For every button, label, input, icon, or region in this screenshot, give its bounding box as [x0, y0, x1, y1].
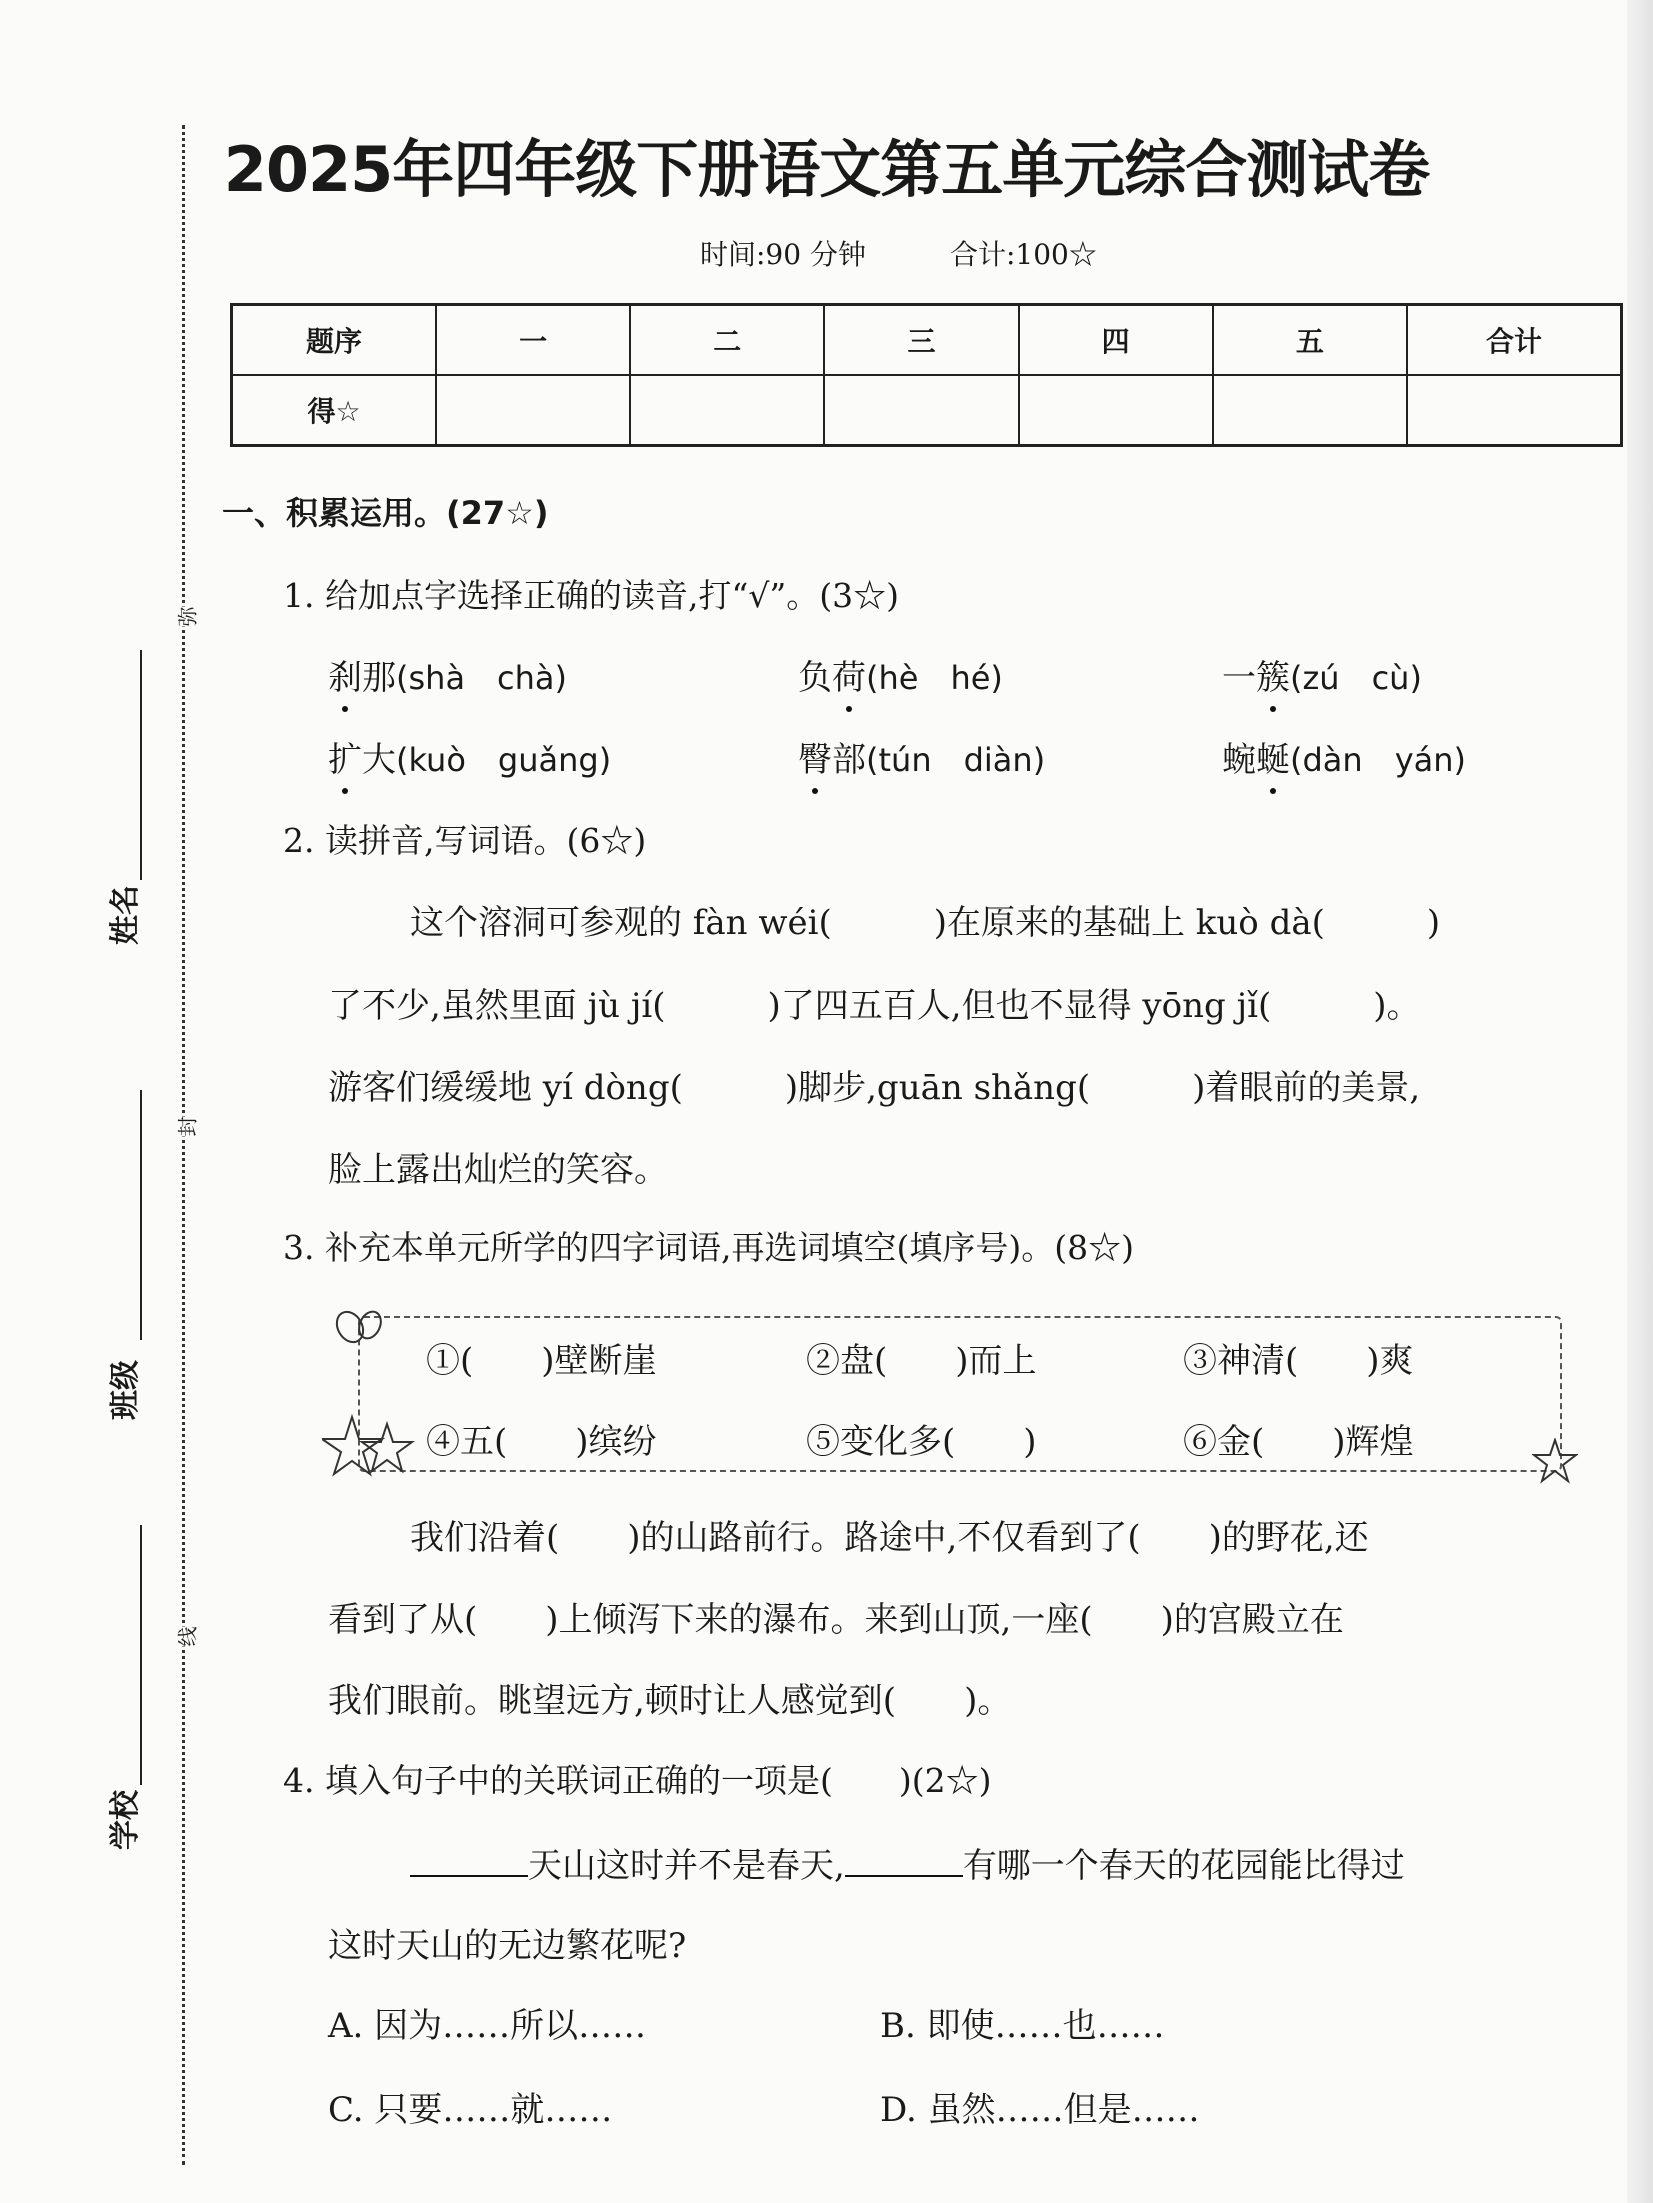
word-option[interactable]: ⑥金( )辉煌: [1183, 1422, 1414, 1462]
score-header-cell: 三: [824, 305, 1018, 376]
q3-paragraph-line[interactable]: 看到了从( )上倾泻下来的瀑布。来到山顶,一座( )的宫殿立在: [328, 1600, 1344, 1640]
score-header-cell: 五: [1213, 305, 1407, 376]
page-edge-shadow: [1627, 0, 1653, 2203]
cut-line: [182, 125, 185, 2165]
score-cell[interactable]: [1019, 375, 1213, 446]
choice-b[interactable]: B. 即使……也……: [880, 2006, 1165, 2046]
page-title: 2025年四年级下册语文第五单元综合测试卷: [223, 133, 1430, 206]
q4-sentence-line: 这时天山的无边繁花呢?: [328, 1926, 687, 1966]
question-3-title: 3. 补充本单元所学的四字词语,再选词填空(填序号)。(8☆): [283, 1228, 1134, 1267]
q1-item[interactable]: 刹那(shà chà): [328, 658, 568, 698]
score-value-row: [232, 375, 1622, 446]
exam-meta: [700, 233, 1097, 273]
score-header-cell: 四: [1019, 305, 1213, 376]
flower-decoration-icon: [1532, 1438, 1578, 1484]
score-cell[interactable]: [824, 375, 1018, 446]
score-header-cell: 二: [630, 305, 824, 376]
score-cell[interactable]: [436, 375, 630, 446]
score-cell[interactable]: [1407, 375, 1622, 446]
question-2-title: 2. 读拼音,写词语。(6☆): [283, 821, 647, 860]
total-label: 合计:100☆: [949, 238, 1097, 271]
q1-item[interactable]: 一簇(zú cù): [1222, 658, 1422, 698]
word-option[interactable]: ③神清( )爽: [1183, 1341, 1414, 1381]
word-option[interactable]: ④五( )缤纷: [426, 1422, 657, 1462]
score-cell[interactable]: [1213, 375, 1407, 446]
word-option[interactable]: ⑤变化多( ): [806, 1422, 1037, 1462]
star-decoration-icon: [322, 1412, 422, 1484]
q2-paragraph-line[interactable]: 游客们缓缓地 yí dòng( )脚步,guān shǎng( )着眼前的美景,: [328, 1068, 1421, 1108]
question-1-title: 1. 给加点字选择正确的读音,打“√”。(3☆): [283, 576, 899, 615]
seal-mark-1: 弥: [170, 607, 203, 627]
word-option[interactable]: ①( )壁断崖: [426, 1341, 657, 1381]
choice-d[interactable]: D. 虽然……但是……: [880, 2090, 1200, 2130]
class-line[interactable]: [140, 1090, 142, 1340]
score-row-label: 得☆: [232, 375, 437, 446]
school-line[interactable]: [140, 1525, 142, 1785]
class-label: 班级: [108, 1360, 143, 1420]
q3-paragraph-line[interactable]: 我们眼前。眺望远方,顿时让人感觉到( )。: [328, 1681, 1012, 1721]
q1-item[interactable]: 蜿蜒(dàn yán): [1222, 740, 1467, 780]
score-header-cell: 合计: [1407, 305, 1622, 376]
q1-item[interactable]: 扩大(kuò guǎng): [328, 740, 612, 780]
blank-line[interactable]: [845, 1845, 963, 1877]
q3-paragraph-line[interactable]: 我们沿着( )的山路前行。路途中,不仅看到了( )的野花,还: [410, 1518, 1369, 1558]
q2-paragraph-line[interactable]: 这个溶洞可参观的 fàn wéi( )在原来的基础上 kuò dà( ): [410, 903, 1441, 943]
name-label: 姓名: [108, 885, 143, 945]
seal-mark-2: 封: [170, 1117, 203, 1137]
question-4-title: 4. 填入句子中的关联词正确的一项是( )(2☆): [283, 1761, 992, 1800]
choice-a[interactable]: A. 因为……所以……: [328, 2006, 647, 2046]
q4-sentence-line[interactable]: 天山这时并不是春天, 有哪一个春天的花园能比得过: [410, 1838, 1405, 1887]
name-line[interactable]: [140, 650, 142, 880]
seal-mark-3: 线: [170, 1627, 203, 1647]
q2-paragraph-line: 脸上露出灿烂的笑容。: [328, 1150, 668, 1190]
q2-paragraph-line[interactable]: 了不少,虽然里面 jù jí( )了四五百人,但也不显得 yōng jǐ( )。: [328, 986, 1421, 1026]
q1-item[interactable]: 臀部(tún diàn): [798, 740, 1046, 780]
score-header-row: [232, 305, 1622, 376]
score-header-cell: 题序: [232, 305, 437, 376]
q1-item[interactable]: 负荷(hè hé): [798, 658, 1003, 698]
score-header-cell: 一: [436, 305, 630, 376]
score-table: [230, 303, 1623, 447]
choice-c[interactable]: C. 只要……就……: [328, 2090, 613, 2130]
blank-line[interactable]: [410, 1845, 528, 1877]
score-cell[interactable]: [630, 375, 824, 446]
section-heading: 一、积累运用。(27☆): [222, 494, 549, 532]
word-option[interactable]: ②盘( )而上: [806, 1341, 1037, 1381]
time-label: 时间:90 分钟: [700, 238, 866, 271]
leaf-decoration-icon: [330, 1305, 390, 1355]
school-label: 学校: [108, 1790, 143, 1850]
